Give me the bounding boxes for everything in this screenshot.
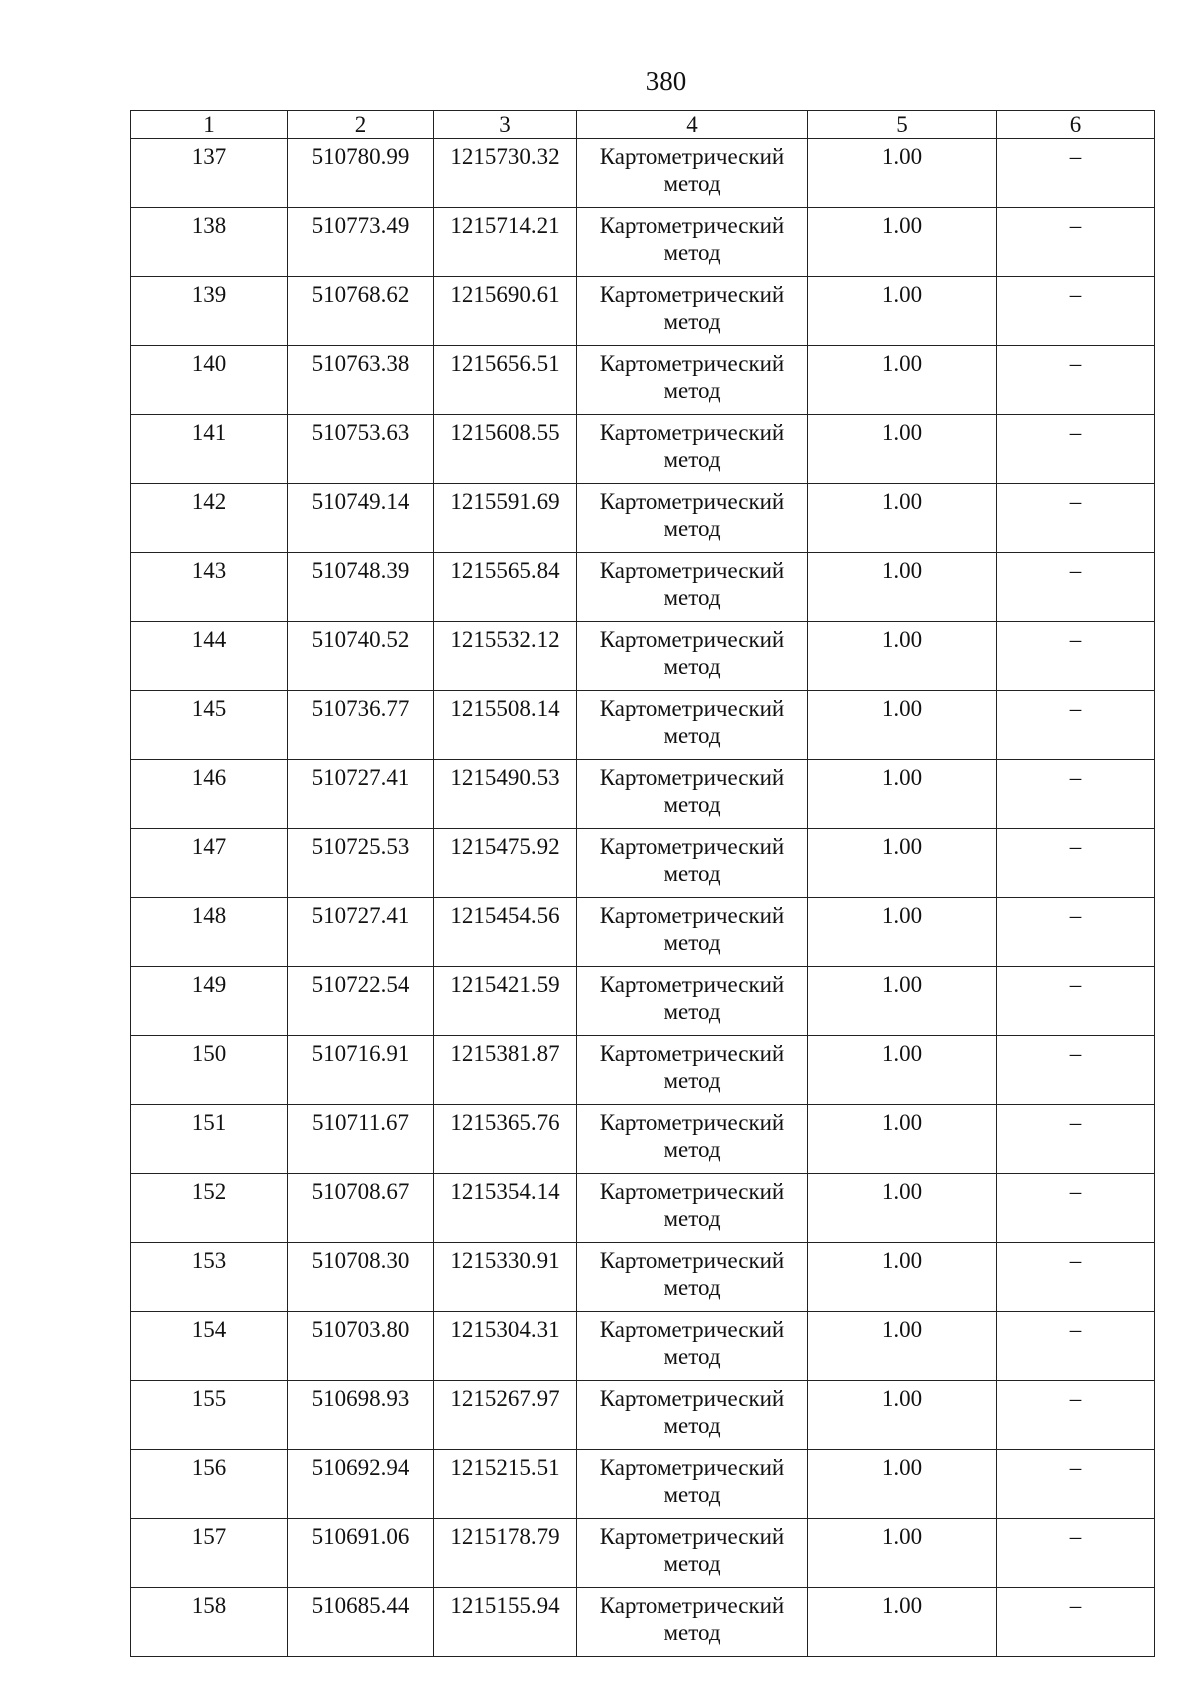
cell-note: – bbox=[997, 691, 1155, 760]
cell-note: – bbox=[997, 1519, 1155, 1588]
cell-note: – bbox=[997, 898, 1155, 967]
cell-note: – bbox=[997, 553, 1155, 622]
cell-point-number: 157 bbox=[131, 1519, 288, 1588]
cell-accuracy: 1.00 bbox=[808, 1036, 997, 1105]
table-row bbox=[131, 691, 1155, 760]
cell-note: – bbox=[997, 1450, 1155, 1519]
cell-method: Картометрический метод bbox=[577, 1174, 808, 1243]
table-row bbox=[131, 967, 1155, 1036]
cell-x-coordinate: 510725.53 bbox=[288, 829, 434, 898]
cell-method: Картометрический метод bbox=[577, 691, 808, 760]
cell-point-number: 144 bbox=[131, 622, 288, 691]
cell-x-coordinate: 510749.14 bbox=[288, 484, 434, 553]
cell-method: Картометрический метод bbox=[577, 1036, 808, 1105]
cell-method: Картометрический метод bbox=[577, 208, 808, 277]
table-row bbox=[131, 1519, 1155, 1588]
cell-point-number: 156 bbox=[131, 1450, 288, 1519]
cell-y-coordinate: 1215690.61 bbox=[434, 277, 577, 346]
cell-method: Картометрический метод bbox=[577, 1519, 808, 1588]
cell-point-number: 145 bbox=[131, 691, 288, 760]
cell-x-coordinate: 510773.49 bbox=[288, 208, 434, 277]
page-number: 380 bbox=[645, 66, 687, 96]
table-row bbox=[131, 1312, 1155, 1381]
cell-accuracy: 1.00 bbox=[808, 1381, 997, 1450]
table-row bbox=[131, 622, 1155, 691]
cell-note: – bbox=[997, 1243, 1155, 1312]
cell-point-number: 158 bbox=[131, 1588, 288, 1657]
cell-method: Картометрический метод bbox=[577, 553, 808, 622]
cell-y-coordinate: 1215714.21 bbox=[434, 208, 577, 277]
cell-accuracy: 1.00 bbox=[808, 553, 997, 622]
cell-y-coordinate: 1215591.69 bbox=[434, 484, 577, 553]
cell-note: – bbox=[997, 1036, 1155, 1105]
cell-method: Картометрический метод bbox=[577, 346, 808, 415]
table-row bbox=[131, 277, 1155, 346]
cell-accuracy: 1.00 bbox=[808, 622, 997, 691]
table-row bbox=[131, 484, 1155, 553]
cell-accuracy: 1.00 bbox=[808, 967, 997, 1036]
table-row bbox=[131, 346, 1155, 415]
cell-note: – bbox=[997, 1588, 1155, 1657]
table-row bbox=[131, 898, 1155, 967]
cell-point-number: 138 bbox=[131, 208, 288, 277]
cell-point-number: 142 bbox=[131, 484, 288, 553]
cell-note: – bbox=[997, 208, 1155, 277]
cell-method: Картометрический метод bbox=[577, 829, 808, 898]
cell-y-coordinate: 1215608.55 bbox=[434, 415, 577, 484]
cell-method: Картометрический метод bbox=[577, 415, 808, 484]
cell-accuracy: 1.00 bbox=[808, 898, 997, 967]
cell-y-coordinate: 1215490.53 bbox=[434, 760, 577, 829]
cell-point-number: 154 bbox=[131, 1312, 288, 1381]
cell-x-coordinate: 510740.52 bbox=[288, 622, 434, 691]
cell-point-number: 149 bbox=[131, 967, 288, 1036]
header-col-1: 1 bbox=[131, 111, 288, 139]
cell-y-coordinate: 1215532.12 bbox=[434, 622, 577, 691]
table-row bbox=[131, 1381, 1155, 1450]
cell-y-coordinate: 1215508.14 bbox=[434, 691, 577, 760]
cell-x-coordinate: 510691.06 bbox=[288, 1519, 434, 1588]
cell-x-coordinate: 510708.67 bbox=[288, 1174, 434, 1243]
cell-x-coordinate: 510780.99 bbox=[288, 139, 434, 208]
cell-note: – bbox=[997, 139, 1155, 208]
cell-accuracy: 1.00 bbox=[808, 208, 997, 277]
cell-x-coordinate: 510763.38 bbox=[288, 346, 434, 415]
cell-x-coordinate: 510768.62 bbox=[288, 277, 434, 346]
cell-x-coordinate: 510722.54 bbox=[288, 967, 434, 1036]
cell-accuracy: 1.00 bbox=[808, 415, 997, 484]
cell-point-number: 151 bbox=[131, 1105, 288, 1174]
cell-y-coordinate: 1215475.92 bbox=[434, 829, 577, 898]
cell-point-number: 141 bbox=[131, 415, 288, 484]
cell-accuracy: 1.00 bbox=[808, 346, 997, 415]
cell-note: – bbox=[997, 1174, 1155, 1243]
table-row bbox=[131, 1450, 1155, 1519]
cell-method: Картометрический метод bbox=[577, 898, 808, 967]
cell-x-coordinate: 510727.41 bbox=[288, 760, 434, 829]
cell-accuracy: 1.00 bbox=[808, 1174, 997, 1243]
cell-method: Картометрический метод bbox=[577, 622, 808, 691]
cell-point-number: 143 bbox=[131, 553, 288, 622]
cell-note: – bbox=[997, 829, 1155, 898]
cell-method: Картометрический метод bbox=[577, 484, 808, 553]
cell-x-coordinate: 510692.94 bbox=[288, 1450, 434, 1519]
cell-y-coordinate: 1215155.94 bbox=[434, 1588, 577, 1657]
cell-note: – bbox=[997, 1105, 1155, 1174]
cell-accuracy: 1.00 bbox=[808, 1243, 997, 1312]
cell-method: Картометрический метод bbox=[577, 1588, 808, 1657]
cell-y-coordinate: 1215421.59 bbox=[434, 967, 577, 1036]
header-col-5: 5 bbox=[808, 111, 997, 139]
cell-note: – bbox=[997, 967, 1155, 1036]
cell-accuracy: 1.00 bbox=[808, 277, 997, 346]
table-row bbox=[131, 415, 1155, 484]
cell-y-coordinate: 1215381.87 bbox=[434, 1036, 577, 1105]
table-row bbox=[131, 1243, 1155, 1312]
cell-note: – bbox=[997, 277, 1155, 346]
table-row bbox=[131, 1036, 1155, 1105]
cell-accuracy: 1.00 bbox=[808, 829, 997, 898]
cell-point-number: 153 bbox=[131, 1243, 288, 1312]
cell-x-coordinate: 510685.44 bbox=[288, 1588, 434, 1657]
cell-point-number: 147 bbox=[131, 829, 288, 898]
cell-accuracy: 1.00 bbox=[808, 1588, 997, 1657]
cell-x-coordinate: 510736.77 bbox=[288, 691, 434, 760]
cell-method: Картометрический метод bbox=[577, 967, 808, 1036]
cell-point-number: 140 bbox=[131, 346, 288, 415]
cell-y-coordinate: 1215330.91 bbox=[434, 1243, 577, 1312]
cell-note: – bbox=[997, 1312, 1155, 1381]
cell-y-coordinate: 1215304.31 bbox=[434, 1312, 577, 1381]
cell-note: – bbox=[997, 415, 1155, 484]
cell-x-coordinate: 510716.91 bbox=[288, 1036, 434, 1105]
header-col-3: 3 bbox=[434, 111, 577, 139]
cell-y-coordinate: 1215565.84 bbox=[434, 553, 577, 622]
cell-point-number: 148 bbox=[131, 898, 288, 967]
cell-method: Картометрический метод bbox=[577, 1381, 808, 1450]
cell-accuracy: 1.00 bbox=[808, 760, 997, 829]
cell-method: Картометрический метод bbox=[577, 1105, 808, 1174]
table-row bbox=[131, 1174, 1155, 1243]
header-row bbox=[131, 111, 1155, 139]
cell-accuracy: 1.00 bbox=[808, 1519, 997, 1588]
cell-x-coordinate: 510727.41 bbox=[288, 898, 434, 967]
cell-y-coordinate: 1215656.51 bbox=[434, 346, 577, 415]
cell-method: Картометрический метод bbox=[577, 1312, 808, 1381]
cell-x-coordinate: 510703.80 bbox=[288, 1312, 434, 1381]
cell-x-coordinate: 510748.39 bbox=[288, 553, 434, 622]
table-row bbox=[131, 760, 1155, 829]
cell-point-number: 150 bbox=[131, 1036, 288, 1105]
cell-y-coordinate: 1215178.79 bbox=[434, 1519, 577, 1588]
cell-accuracy: 1.00 bbox=[808, 691, 997, 760]
cell-y-coordinate: 1215354.14 bbox=[434, 1174, 577, 1243]
header-col-2: 2 bbox=[288, 111, 434, 139]
cell-point-number: 139 bbox=[131, 277, 288, 346]
cell-y-coordinate: 1215365.76 bbox=[434, 1105, 577, 1174]
table-row bbox=[131, 1588, 1155, 1657]
cell-note: – bbox=[997, 484, 1155, 553]
cell-y-coordinate: 1215267.97 bbox=[434, 1381, 577, 1450]
table-body bbox=[131, 139, 1155, 1657]
cell-y-coordinate: 1215454.56 bbox=[434, 898, 577, 967]
cell-x-coordinate: 510711.67 bbox=[288, 1105, 434, 1174]
cell-point-number: 152 bbox=[131, 1174, 288, 1243]
cell-method: Картометрический метод bbox=[577, 1450, 808, 1519]
cell-method: Картометрический метод bbox=[577, 1243, 808, 1312]
cell-x-coordinate: 510698.93 bbox=[288, 1381, 434, 1450]
cell-y-coordinate: 1215215.51 bbox=[434, 1450, 577, 1519]
cell-accuracy: 1.00 bbox=[808, 1105, 997, 1174]
table-row bbox=[131, 553, 1155, 622]
cell-method: Картометрический метод bbox=[577, 277, 808, 346]
cell-y-coordinate: 1215730.32 bbox=[434, 139, 577, 208]
cell-accuracy: 1.00 bbox=[808, 139, 997, 208]
cell-x-coordinate: 510753.63 bbox=[288, 415, 434, 484]
table-row bbox=[131, 829, 1155, 898]
cell-point-number: 146 bbox=[131, 760, 288, 829]
table-row bbox=[131, 1105, 1155, 1174]
cell-accuracy: 1.00 bbox=[808, 1312, 997, 1381]
cell-point-number: 155 bbox=[131, 1381, 288, 1450]
cell-accuracy: 1.00 bbox=[808, 484, 997, 553]
cell-accuracy: 1.00 bbox=[808, 1450, 997, 1519]
cell-method: Картометрический метод bbox=[577, 139, 808, 208]
cell-note: – bbox=[997, 760, 1155, 829]
cell-point-number: 137 bbox=[131, 139, 288, 208]
table-header bbox=[131, 111, 1155, 139]
cell-note: – bbox=[997, 622, 1155, 691]
cell-x-coordinate: 510708.30 bbox=[288, 1243, 434, 1312]
header-col-6: 6 bbox=[997, 111, 1155, 139]
table-row bbox=[131, 208, 1155, 277]
cell-note: – bbox=[997, 346, 1155, 415]
cell-note: – bbox=[997, 1381, 1155, 1450]
cell-method: Картометрический метод bbox=[577, 760, 808, 829]
coordinates-table bbox=[130, 110, 1155, 1657]
table-row bbox=[131, 139, 1155, 208]
header-col-4: 4 bbox=[577, 111, 808, 139]
